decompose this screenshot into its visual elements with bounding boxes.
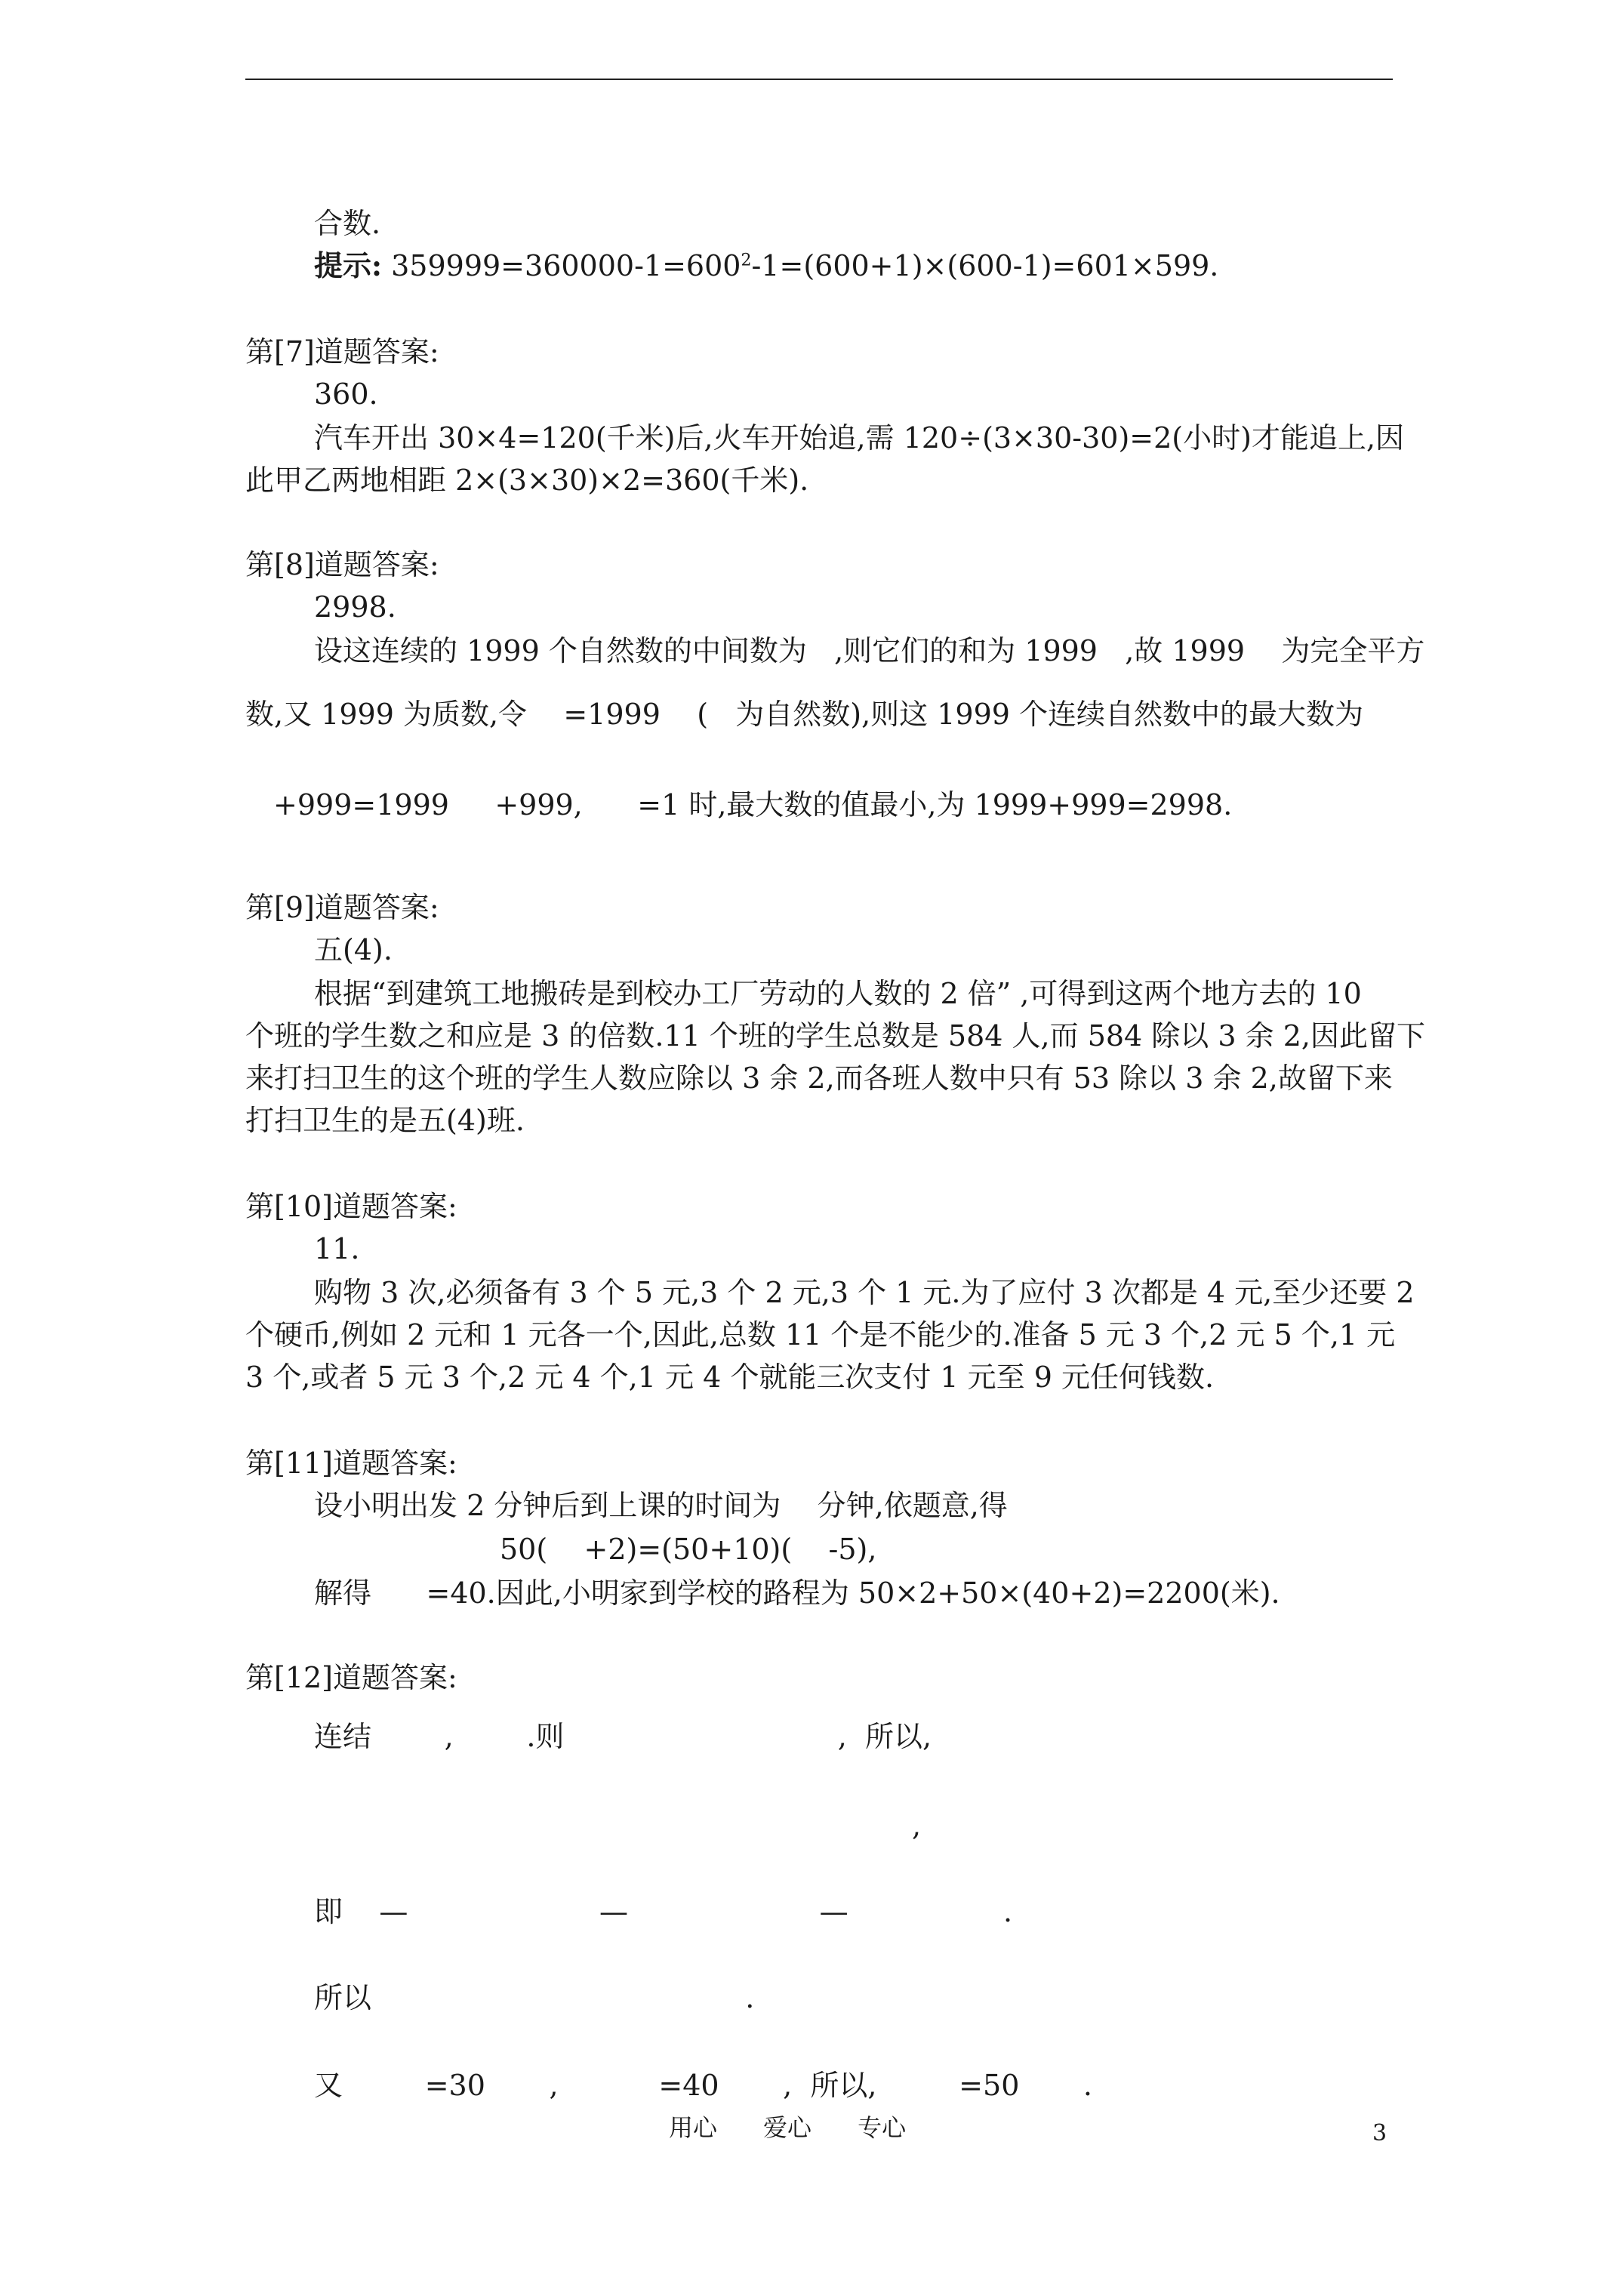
header-rule xyxy=(245,79,1393,80)
q10-line1: 购物 3 次,必须备有 3 个 5 元,3 个 2 元,3 个 1 元.为了应付 3 次都是 4 元,至少还要 2 xyxy=(314,1276,1415,1309)
q7-heading: 第[7]道题答案: xyxy=(245,335,439,368)
q8-line2: 数,又 1999 为质数,令 =1999 ( 为自然数),则这 1999 个连续自然数中的最大数为 xyxy=(245,698,1364,731)
q9-line4: 打扫卫生的是五(4)班. xyxy=(245,1104,525,1137)
q6-hint xyxy=(314,248,1218,284)
q7-answer: 360. xyxy=(314,378,378,411)
q6-hint-a: 359999=360000-1=600 xyxy=(382,249,741,282)
footer-text: 用心 爱心 专心 xyxy=(669,2113,907,2142)
q7-line1: 汽车开出 30×4=120(千米)后,火车开始追,需 120÷(3×30-30)=2(小时)才能追上,因 xyxy=(314,421,1405,455)
q12-heading: 第[12]道题答案: xyxy=(245,1661,457,1694)
q9-line1: 根据“到建筑工地搬砖是到校办工厂劳动的人数的 2 倍” ,可得到这两个地方去的 10 xyxy=(314,977,1362,1010)
q6-answer: 合数. xyxy=(314,207,381,240)
q12-line1: 连结 , .则 , 所以, xyxy=(314,1720,932,1753)
q10-line3: 3 个,或者 5 元 3 个,2 元 4 个,1 元 4 个就能三次支付 1 元至 9 元任何钱数. xyxy=(245,1361,1215,1394)
q10-answer: 11. xyxy=(314,1232,360,1265)
q6-hint-sup: 2 xyxy=(741,251,752,270)
q8-line1: 设这连续的 1999 个自然数的中间数为 ,则它们的和为 1999 ,故 1999 为完全平方 xyxy=(314,634,1425,667)
q6-hint-label: 提示: xyxy=(314,248,383,282)
q12-line4: 所以 . xyxy=(314,1981,755,2014)
q9-heading: 第[9]道题答案: xyxy=(245,891,439,924)
q11-line1: 设小明出发 2 分钟后到上课的时间为 分钟,依题意,得 xyxy=(314,1489,1008,1522)
q11-heading: 第[11]道题答案: xyxy=(245,1447,457,1480)
q9-line2: 个班的学生数之和应是 3 的倍数.11 个班的学生总数是 584 人,而 584 除以 3 余 2,因此留下 xyxy=(245,1019,1425,1052)
q9-answer: 五(4). xyxy=(314,933,393,966)
q8-heading: 第[8]道题答案: xyxy=(245,548,439,581)
q6-hint-b: -1=(600+1)×(600-1)=601×599. xyxy=(751,249,1219,282)
q12-line3: 即 — — — . xyxy=(314,1895,1013,1928)
q12-line2: , xyxy=(912,1809,922,1842)
q10-heading: 第[10]道题答案: xyxy=(245,1190,457,1223)
q9-line3: 来打扫卫生的这个班的学生人数应除以 3 余 2,而各班人数中只有 53 除以 3 余 2,故留下来 xyxy=(245,1062,1393,1095)
q12-line5: 又 =30 , =40 , 所以, =50 . xyxy=(314,2069,1093,2102)
q8-answer: 2998. xyxy=(314,590,396,624)
q7-line2: 此甲乙两地相距 2×(3×30)×2=360(千米). xyxy=(245,464,809,497)
q11-equation: 50( +2)=(50+10)( -5), xyxy=(500,1533,877,1566)
q8-line3: +999=1999 +999, =1 时,最大数的值最小,为 1999+999=2998. xyxy=(273,788,1233,821)
page-number: 3 xyxy=(1372,2120,1387,2147)
q10-line2: 个硬币,例如 2 元和 1 元各一个,因此,总数 11 个是不能少的.准备 5 元 3 个,2 元 5 个,1 元 xyxy=(245,1318,1396,1351)
q11-line2: 解得 =40.因此,小明家到学校的路程为 50×2+50×(40+2)=2200(米). xyxy=(314,1576,1280,1610)
